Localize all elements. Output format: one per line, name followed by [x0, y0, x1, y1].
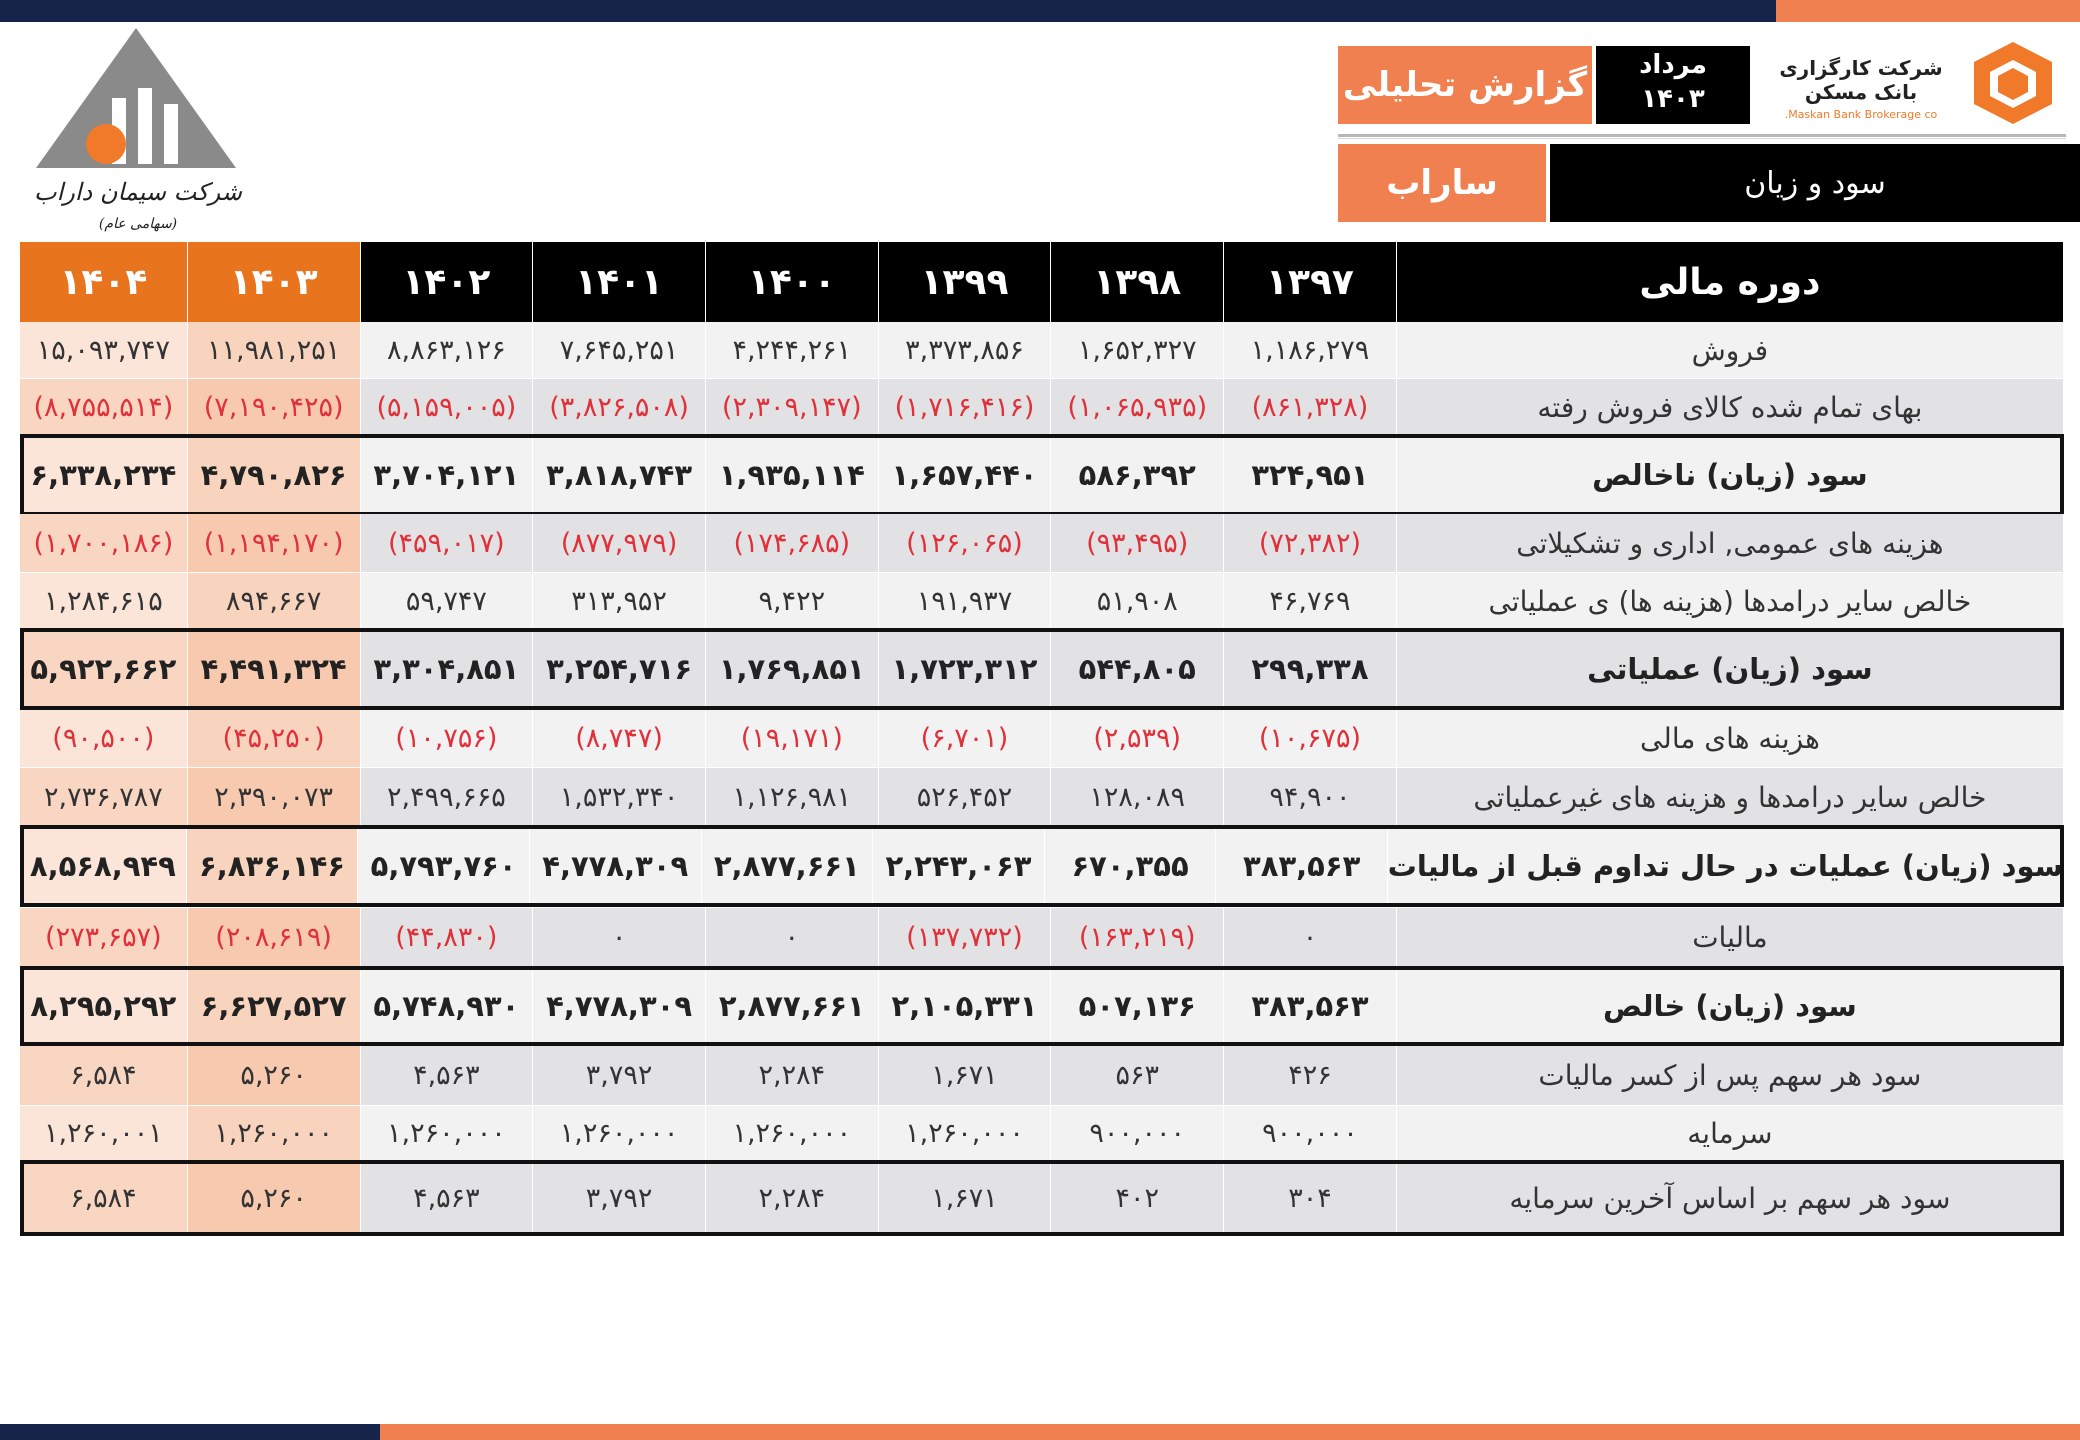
table-cell: ۵۴۴,۸۰۵ — [1051, 630, 1224, 708]
brokerage-brand — [1756, 38, 2066, 130]
row-label: سود (زیان) عملیات در حال تداوم قبل از مالیات — [1388, 827, 2064, 905]
table-cell: ۱,۲۶۰,۰۰۱ — [20, 1106, 188, 1161]
year-header: ۱۳۹۷ — [1224, 242, 1397, 322]
table-cell: (۶,۷۰۱) — [879, 710, 1052, 767]
table-cell: (۱,۷۱۶,۴۱۶) — [879, 379, 1052, 435]
header-rule — [1338, 134, 2066, 137]
table-cell: (۸۷۷,۹۷۹) — [533, 514, 706, 572]
table-cell: ۴۰۲ — [1051, 1162, 1224, 1234]
brand-name-en: Maskan Bank Brokerage co. — [1784, 108, 1938, 121]
table-cell: (۷۲,۳۸۲) — [1224, 514, 1397, 572]
table-cell: ۱۲۸,۰۸۹ — [1051, 768, 1224, 826]
table-cell: ۱,۶۵۲,۳۲۷ — [1051, 322, 1224, 378]
table-cell: ۴,۵۶۳ — [361, 1162, 534, 1234]
table-cell: ۱,۷۶۹,۸۵۱ — [706, 630, 879, 708]
row-label: هزینه های عمومی, اداری و تشکیلاتی — [1397, 514, 2064, 572]
table-row — [20, 379, 2064, 435]
top-bar-orange — [1776, 0, 2080, 22]
table-cell: ۶,۵۸۴ — [20, 1162, 188, 1234]
table-cell: ۴,۴۹۱,۳۲۴ — [188, 630, 361, 708]
table-cell: ۳۸۳,۵۶۳ — [1224, 968, 1397, 1044]
table-cell: ۰ — [1224, 908, 1397, 967]
table-cell: ۸,۸۶۳,۱۲۶ — [361, 322, 534, 378]
table-cell: (۱۶۳,۲۱۹) — [1051, 908, 1224, 967]
table-cell: (۱۲۶,۰۶۵) — [879, 514, 1052, 572]
table-cell: ۱,۹۳۵,۱۱۴ — [706, 436, 879, 514]
table-cell: ۶,۶۲۷,۵۲۷ — [188, 968, 361, 1044]
table-cell: ۲,۷۳۶,۷۸۷ — [20, 768, 188, 826]
company-logo — [28, 28, 248, 232]
table-cell: ۱۹۱,۹۳۷ — [879, 573, 1052, 629]
table-cell: (۱۰,۶۷۵) — [1224, 710, 1397, 767]
table-cell: (۱۹,۱۷۱) — [706, 710, 879, 767]
table-cell: ۸,۵۶۸,۹۴۹ — [20, 827, 187, 905]
table-cell: ۱,۵۳۲,۳۴۰ — [533, 768, 706, 826]
table-row — [20, 573, 2064, 629]
year-header: ۱۴۰۳ — [188, 242, 361, 322]
table-cell: ۴,۷۷۸,۳۰۹ — [530, 827, 702, 905]
table-cell: ۵۱,۹۰۸ — [1051, 573, 1224, 629]
table-cell: (۹۳,۴۹۵) — [1051, 514, 1224, 572]
table-cell: ۶,۳۳۸,۲۳۴ — [20, 436, 188, 514]
table-cell: ۳۰۴ — [1224, 1162, 1397, 1234]
table-cell: ۴,۷۹۰,۸۲۶ — [188, 436, 361, 514]
table-cell: ۳,۸۱۸,۷۴۳ — [533, 436, 706, 514]
table-cell: ۱,۲۶۰,۰۰۰ — [879, 1106, 1052, 1161]
table-cell: ۱,۶۷۱ — [879, 1162, 1052, 1234]
row-label: سود هر سهم پس از کسر مالیات — [1397, 1046, 2064, 1105]
table-cell: ۲,۲۸۴ — [706, 1046, 879, 1105]
table-cell: ۴,۵۶۳ — [361, 1046, 534, 1105]
table-cell: ۰ — [706, 908, 879, 967]
table-cell: (۸,۷۴۷) — [533, 710, 706, 767]
table-cell: (۱,۰۶۵,۹۳۵) — [1051, 379, 1224, 435]
table-cell: ۵,۲۶۰ — [188, 1162, 361, 1234]
table-cell: (۱۰,۷۵۶) — [361, 710, 534, 767]
table-cell: (۲۷۳,۶۵۷) — [20, 908, 188, 967]
bottom-bar-orange — [380, 1424, 2080, 1440]
table-row — [20, 436, 2064, 514]
table-cell: ۱,۱۸۶,۲۷۹ — [1224, 322, 1397, 378]
table-cell: ۱,۱۲۶,۹۸۱ — [706, 768, 879, 826]
table-cell: ۲,۸۷۷,۶۶۱ — [702, 827, 874, 905]
table-cell: ۱,۶۷۱ — [879, 1046, 1052, 1105]
row-label: هزینه های مالی — [1397, 710, 2064, 767]
table-cell: ۰ — [533, 908, 706, 967]
report-year: ۱۴۰۳ — [1641, 84, 1705, 114]
table-row — [20, 514, 2064, 572]
table-cell: ۸۹۴,۶۶۷ — [188, 573, 361, 629]
year-header: ۱۳۹۸ — [1051, 242, 1224, 322]
table-cell: ۳۱۳,۹۵۲ — [533, 573, 706, 629]
table-cell: ۷,۶۴۵,۲۵۱ — [533, 322, 706, 378]
table-cell: ۹۰۰,۰۰۰ — [1224, 1106, 1397, 1161]
table-row — [20, 1162, 2064, 1234]
bottom-bar-navy — [0, 1424, 380, 1440]
table-cell: ۵۲۶,۴۵۲ — [879, 768, 1052, 826]
table-cell: (۴۴,۸۳۰) — [361, 908, 534, 967]
table-cell: (۱۷۴,۶۸۵) — [706, 514, 879, 572]
table-cell: ۹۴,۹۰۰ — [1224, 768, 1397, 826]
table-cell: ۹,۴۲۲ — [706, 573, 879, 629]
table-cell: (۱,۱۹۴,۱۷۰) — [188, 514, 361, 572]
year-header: ۱۴۰۱ — [533, 242, 706, 322]
row-label: سود هر سهم بر اساس آخرین سرمایه — [1397, 1162, 2064, 1234]
table-cell: ۳,۷۹۲ — [533, 1046, 706, 1105]
table-cell: ۱,۶۵۷,۴۴۰ — [879, 436, 1052, 514]
table-cell: ۴۶,۷۶۹ — [1224, 573, 1397, 629]
year-header: ۱۴۰۰ — [706, 242, 879, 322]
table-cell: ۱,۲۶۰,۰۰۰ — [361, 1106, 534, 1161]
table-cell: (۲۰۸,۶۱۹) — [188, 908, 361, 967]
table-row — [20, 827, 2064, 905]
table-row — [20, 968, 2064, 1044]
table-cell: (۲,۳۰۹,۱۴۷) — [706, 379, 879, 435]
table-cell: ۸,۲۹۵,۲۹۲ — [20, 968, 188, 1044]
row-label: خالص سایر درامدها (هزینه ها) ی عملیاتی — [1397, 573, 2064, 629]
brand-name-fa: شرکت کارگزاری بانک مسکن — [1779, 56, 1943, 104]
table-cell: ۱,۲۶۰,۰۰۰ — [188, 1106, 361, 1161]
logo-circle — [86, 124, 126, 164]
table-cell: ۲,۱۰۵,۳۳۱ — [879, 968, 1052, 1044]
table-cell: (۵,۱۵۹,۰۰۵) — [361, 379, 534, 435]
table-cell: (۱۳۷,۷۳۲) — [879, 908, 1052, 967]
company-logo-name: شرکت سیمان داراب (سهامی عام) — [34, 178, 242, 232]
table-cell: ۶۷۰,۳۵۵ — [1045, 827, 1217, 905]
row-label: بهای تمام شده کالای فروش رفته — [1397, 379, 2064, 435]
table-header-row — [20, 242, 2064, 322]
top-bar-navy — [0, 0, 1776, 22]
table-cell: (۴۵,۲۵۰) — [188, 710, 361, 767]
table-cell: ۳۲۴,۹۵۱ — [1224, 436, 1397, 514]
row-label: خالص سایر درامدها و هزینه های غیرعملیاتی — [1397, 768, 2064, 826]
table-row — [20, 1106, 2064, 1161]
report-month: مرداد — [1639, 50, 1707, 80]
table-cell: ۵۰۷,۱۳۶ — [1051, 968, 1224, 1044]
table-cell: ۲۹۹,۳۳۸ — [1224, 630, 1397, 708]
table-cell: ۹۰۰,۰۰۰ — [1051, 1106, 1224, 1161]
table-cell: ۵,۷۹۳,۷۶۰ — [358, 827, 530, 905]
table-cell: ۴۲۶ — [1224, 1046, 1397, 1105]
logo-triangle — [36, 28, 236, 168]
table-cell: (۸,۷۵۵,۵۱۴) — [20, 379, 188, 435]
ticker-box — [1338, 144, 1546, 222]
table-cell: ۵,۹۲۲,۶۶۲ — [20, 630, 188, 708]
table-cell: ۳,۷۹۲ — [533, 1162, 706, 1234]
ticker: ساراب — [1386, 163, 1498, 203]
row-label: سود (زیان) عملیاتی — [1397, 630, 2064, 708]
table-cell: ۱,۷۲۳,۳۱۲ — [879, 630, 1052, 708]
table-cell: (۹۰,۵۰۰) — [20, 710, 188, 767]
table-row — [20, 710, 2064, 767]
subject: سود و زیان — [1744, 165, 1886, 201]
brand-house-icon — [1970, 38, 2056, 126]
table-row — [20, 768, 2064, 826]
table-cell: (۸۶۱,۳۲۸) — [1224, 379, 1397, 435]
table-cell: (۴۵۹,۰۱۷) — [361, 514, 534, 572]
table-cell: ۴,۷۷۸,۳۰۹ — [533, 968, 706, 1044]
table-cell: ۵۸۶,۳۹۲ — [1051, 436, 1224, 514]
table-cell: ۵,۲۶۰ — [188, 1046, 361, 1105]
table-cell: ۳۸۳,۵۶۳ — [1216, 827, 1388, 905]
row-label: سرمایه — [1397, 1106, 2064, 1161]
table-row — [20, 1046, 2064, 1105]
table-cell: ۱,۲۸۴,۶۱۵ — [20, 573, 188, 629]
table-cell: ۳,۷۰۴,۱۲۱ — [361, 436, 534, 514]
row-label: فروش — [1397, 322, 2064, 378]
table-row — [20, 908, 2064, 967]
report-date-box — [1596, 46, 1750, 124]
table-cell: ۱,۲۶۰,۰۰۰ — [533, 1106, 706, 1161]
year-header: ۱۴۰۲ — [361, 242, 534, 322]
year-header: ۱۴۰۴ — [20, 242, 188, 322]
year-header: ۱۳۹۹ — [879, 242, 1052, 322]
report-type-box — [1338, 46, 1592, 124]
table-cell: ۱۱,۹۸۱,۲۵۱ — [188, 322, 361, 378]
row-label: سود (زیان) ناخالص — [1397, 436, 2064, 514]
subject-box — [1550, 144, 2080, 222]
table-row — [20, 630, 2064, 708]
table-cell: (۱,۷۰۰,۱۸۶) — [20, 514, 188, 572]
table-cell: ۵۹,۷۴۷ — [361, 573, 534, 629]
table-cell: ۲,۲۸۴ — [706, 1162, 879, 1234]
table-cell: ۱,۲۶۰,۰۰۰ — [706, 1106, 879, 1161]
table-cell: (۷,۱۹۰,۴۲۵) — [188, 379, 361, 435]
table-cell: (۲,۵۳۹) — [1051, 710, 1224, 767]
table-cell: ۲,۲۴۳,۰۶۳ — [873, 827, 1045, 905]
table-row — [20, 322, 2064, 378]
table-cell: ۲,۴۹۹,۶۶۵ — [361, 768, 534, 826]
table-cell: ۳,۲۵۴,۷۱۶ — [533, 630, 706, 708]
row-label: مالیات — [1397, 908, 2064, 967]
report-type: گزارش تحلیلی — [1342, 65, 1588, 105]
period-label: دوره مالی — [1397, 242, 2064, 322]
row-label: سود (زیان) خالص — [1397, 968, 2064, 1044]
table-cell: ۲,۸۷۷,۶۶۱ — [706, 968, 879, 1044]
table-cell: ۱۵,۰۹۳,۷۴۷ — [20, 322, 188, 378]
table-cell: (۳,۸۲۶,۵۰۸) — [533, 379, 706, 435]
table-cell: ۶,۵۸۴ — [20, 1046, 188, 1105]
table-cell: ۳,۳۷۳,۸۵۶ — [879, 322, 1052, 378]
table-cell: ۵۶۳ — [1051, 1046, 1224, 1105]
table-cell: ۲,۳۹۰,۰۷۳ — [188, 768, 361, 826]
table-cell: ۵,۷۴۸,۹۳۰ — [361, 968, 534, 1044]
table-cell: ۶,۸۳۶,۱۴۶ — [187, 827, 359, 905]
table-cell: ۳,۳۰۴,۸۵۱ — [361, 630, 534, 708]
table-cell: ۴,۲۴۴,۲۶۱ — [706, 322, 879, 378]
